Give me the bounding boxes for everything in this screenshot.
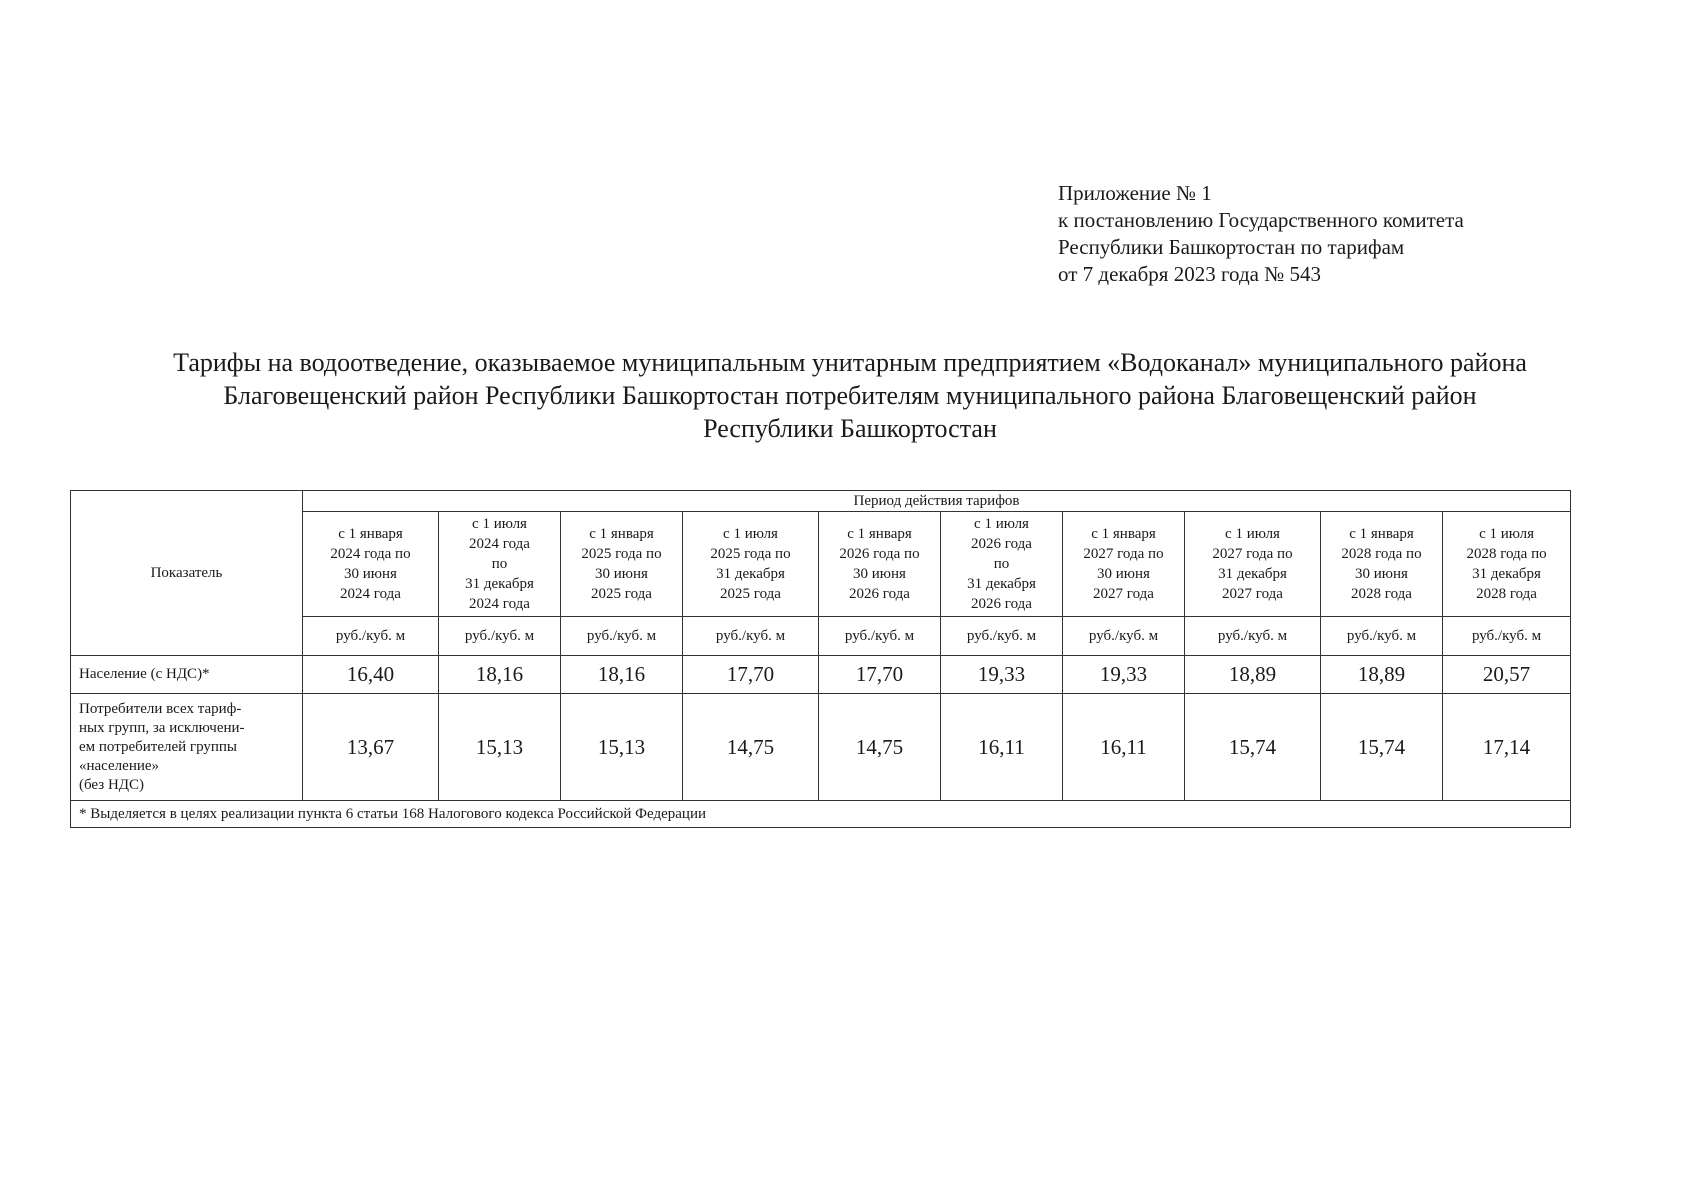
- row-label-line: ем потребителей группы: [79, 738, 238, 755]
- tariff-value: 16,11: [1063, 694, 1185, 801]
- period-line: 2027 года: [1093, 586, 1154, 602]
- tariff-value: 15,13: [561, 694, 683, 801]
- period-cell: [303, 512, 439, 617]
- period-line: 31 декабря: [1472, 566, 1541, 582]
- period-cell: [941, 512, 1063, 617]
- appendix-line: к постановлению Государственного комитета: [1058, 208, 1464, 232]
- row-label: [71, 694, 303, 801]
- period-line: 2025 года: [591, 586, 652, 602]
- appendix-line: от 7 декабря 2023 года № 543: [1058, 262, 1321, 286]
- title-line: Благовещенский район Республики Башкортостан потребителям муниципального района Благовещенский район: [223, 381, 1477, 410]
- unit-cell: руб./куб. м: [303, 617, 439, 656]
- period-line: 2024 года: [469, 596, 530, 612]
- period-line: с 1 января: [847, 526, 912, 542]
- tariff-value: 20,57: [1443, 656, 1571, 694]
- period-cell: [1443, 512, 1571, 617]
- tariff-value: 18,89: [1185, 656, 1321, 694]
- tariff-value: 15,74: [1321, 694, 1443, 801]
- period-line: с 1 июля: [1479, 526, 1534, 542]
- period-line: с 1 июля: [1225, 526, 1280, 542]
- row-label-line: (без НДС): [79, 776, 145, 793]
- period-line: 2024 года по: [330, 546, 411, 562]
- title-line: Республики Башкортостан: [703, 414, 997, 443]
- title-line: Тарифы на водоотведение, оказываемое муниципальным унитарным предприятием «Водоканал» муниципального района: [173, 348, 1527, 377]
- period-line: по: [491, 556, 508, 572]
- period-header: Период действия тарифов: [303, 491, 1571, 512]
- period-line: 2025 года по: [581, 546, 662, 562]
- tariff-value: 14,75: [819, 694, 941, 801]
- period-line: с 1 января: [1091, 526, 1156, 542]
- unit-cell: руб./куб. м: [1321, 617, 1443, 656]
- period-line: 31 декабря: [465, 576, 534, 592]
- period-line: 2025 года по: [710, 546, 791, 562]
- period-line: 2027 года: [1222, 586, 1283, 602]
- period-cell: [1185, 512, 1321, 617]
- unit-cell: руб./куб. м: [1063, 617, 1185, 656]
- footnote: * Выделяется в целях реализации пункта 6 статьи 168 Налогового кодекса Российской Федерации: [71, 801, 1571, 828]
- tariff-value: 15,74: [1185, 694, 1321, 801]
- tariff-value: 16,11: [941, 694, 1063, 801]
- period-line: 2025 года: [720, 586, 781, 602]
- period-line: по: [993, 556, 1010, 572]
- tariff-value: 18,16: [561, 656, 683, 694]
- period-cell: [1321, 512, 1443, 617]
- period-line: 2024 года: [340, 586, 401, 602]
- tariff-value: 19,33: [1063, 656, 1185, 694]
- period-line: с 1 июля: [974, 516, 1029, 532]
- period-line: 31 декабря: [1218, 566, 1287, 582]
- document-title: [80, 346, 1620, 445]
- row-label-line: Население (с НДС)*: [79, 666, 210, 682]
- period-line: 2026 года по: [839, 546, 920, 562]
- unit-cell: руб./куб. м: [561, 617, 683, 656]
- tariff-value: 17,14: [1443, 694, 1571, 801]
- period-line: с 1 января: [1349, 526, 1414, 542]
- unit-cell: руб./куб. м: [439, 617, 561, 656]
- unit-cell: руб./куб. м: [1185, 617, 1321, 656]
- unit-cell: руб./куб. м: [1443, 617, 1571, 656]
- unit-cell: руб./куб. м: [819, 617, 941, 656]
- table-row: [71, 694, 1571, 801]
- tariff-value: 17,70: [819, 656, 941, 694]
- period-line: с 1 июля: [723, 526, 778, 542]
- tariff-value: 14,75: [683, 694, 819, 801]
- period-cell: [683, 512, 819, 617]
- period-line: 2028 года: [1476, 586, 1537, 602]
- period-line: 30 июня: [1355, 566, 1408, 582]
- period-line: 2024 года: [469, 536, 530, 552]
- unit-cell: руб./куб. м: [683, 617, 819, 656]
- period-line: 2027 года по: [1083, 546, 1164, 562]
- period-line: 2028 года по: [1466, 546, 1547, 562]
- period-line: 31 декабря: [716, 566, 785, 582]
- row-label-line: ных групп, за исключени-: [79, 719, 245, 736]
- row-label-line: Потребители всех тариф-: [79, 700, 242, 717]
- period-line: 30 июня: [595, 566, 648, 582]
- tariff-value: 18,89: [1321, 656, 1443, 694]
- period-line: 2026 года: [971, 596, 1032, 612]
- tariff-value: 15,13: [439, 694, 561, 801]
- appendix-line: Приложение № 1: [1058, 181, 1212, 205]
- tariff-value: 13,67: [303, 694, 439, 801]
- appendix-line: Республики Башкортостан по тарифам: [1058, 235, 1405, 259]
- period-cell: [819, 512, 941, 617]
- period-line: 2027 года по: [1212, 546, 1293, 562]
- period-line: с 1 января: [338, 526, 403, 542]
- period-line: 31 декабря: [967, 576, 1036, 592]
- period-line: 2026 года: [971, 536, 1032, 552]
- row-label-line: «население»: [79, 757, 160, 774]
- appendix-reference: [1058, 180, 1464, 288]
- period-line: 2026 года: [849, 586, 910, 602]
- period-line: с 1 января: [589, 526, 654, 542]
- tariff-value: 18,16: [439, 656, 561, 694]
- period-line: 2028 года: [1351, 586, 1412, 602]
- tariff-value: 19,33: [941, 656, 1063, 694]
- indicator-header: Показатель: [71, 491, 303, 656]
- tariff-value: 16,40: [303, 656, 439, 694]
- row-label: [71, 656, 303, 694]
- tariff-value: 17,70: [683, 656, 819, 694]
- period-line: 30 июня: [344, 566, 397, 582]
- period-cell: [561, 512, 683, 617]
- footnote-row: [71, 801, 1571, 828]
- period-cell: [1063, 512, 1185, 617]
- table-row: [71, 656, 1571, 694]
- unit-cell: руб./куб. м: [941, 617, 1063, 656]
- period-cell: [439, 512, 561, 617]
- period-line: 30 июня: [1097, 566, 1150, 582]
- period-line: с 1 июля: [472, 516, 527, 532]
- tariffs-table: [70, 490, 1571, 828]
- period-line: 30 июня: [853, 566, 906, 582]
- period-line: 2028 года по: [1341, 546, 1422, 562]
